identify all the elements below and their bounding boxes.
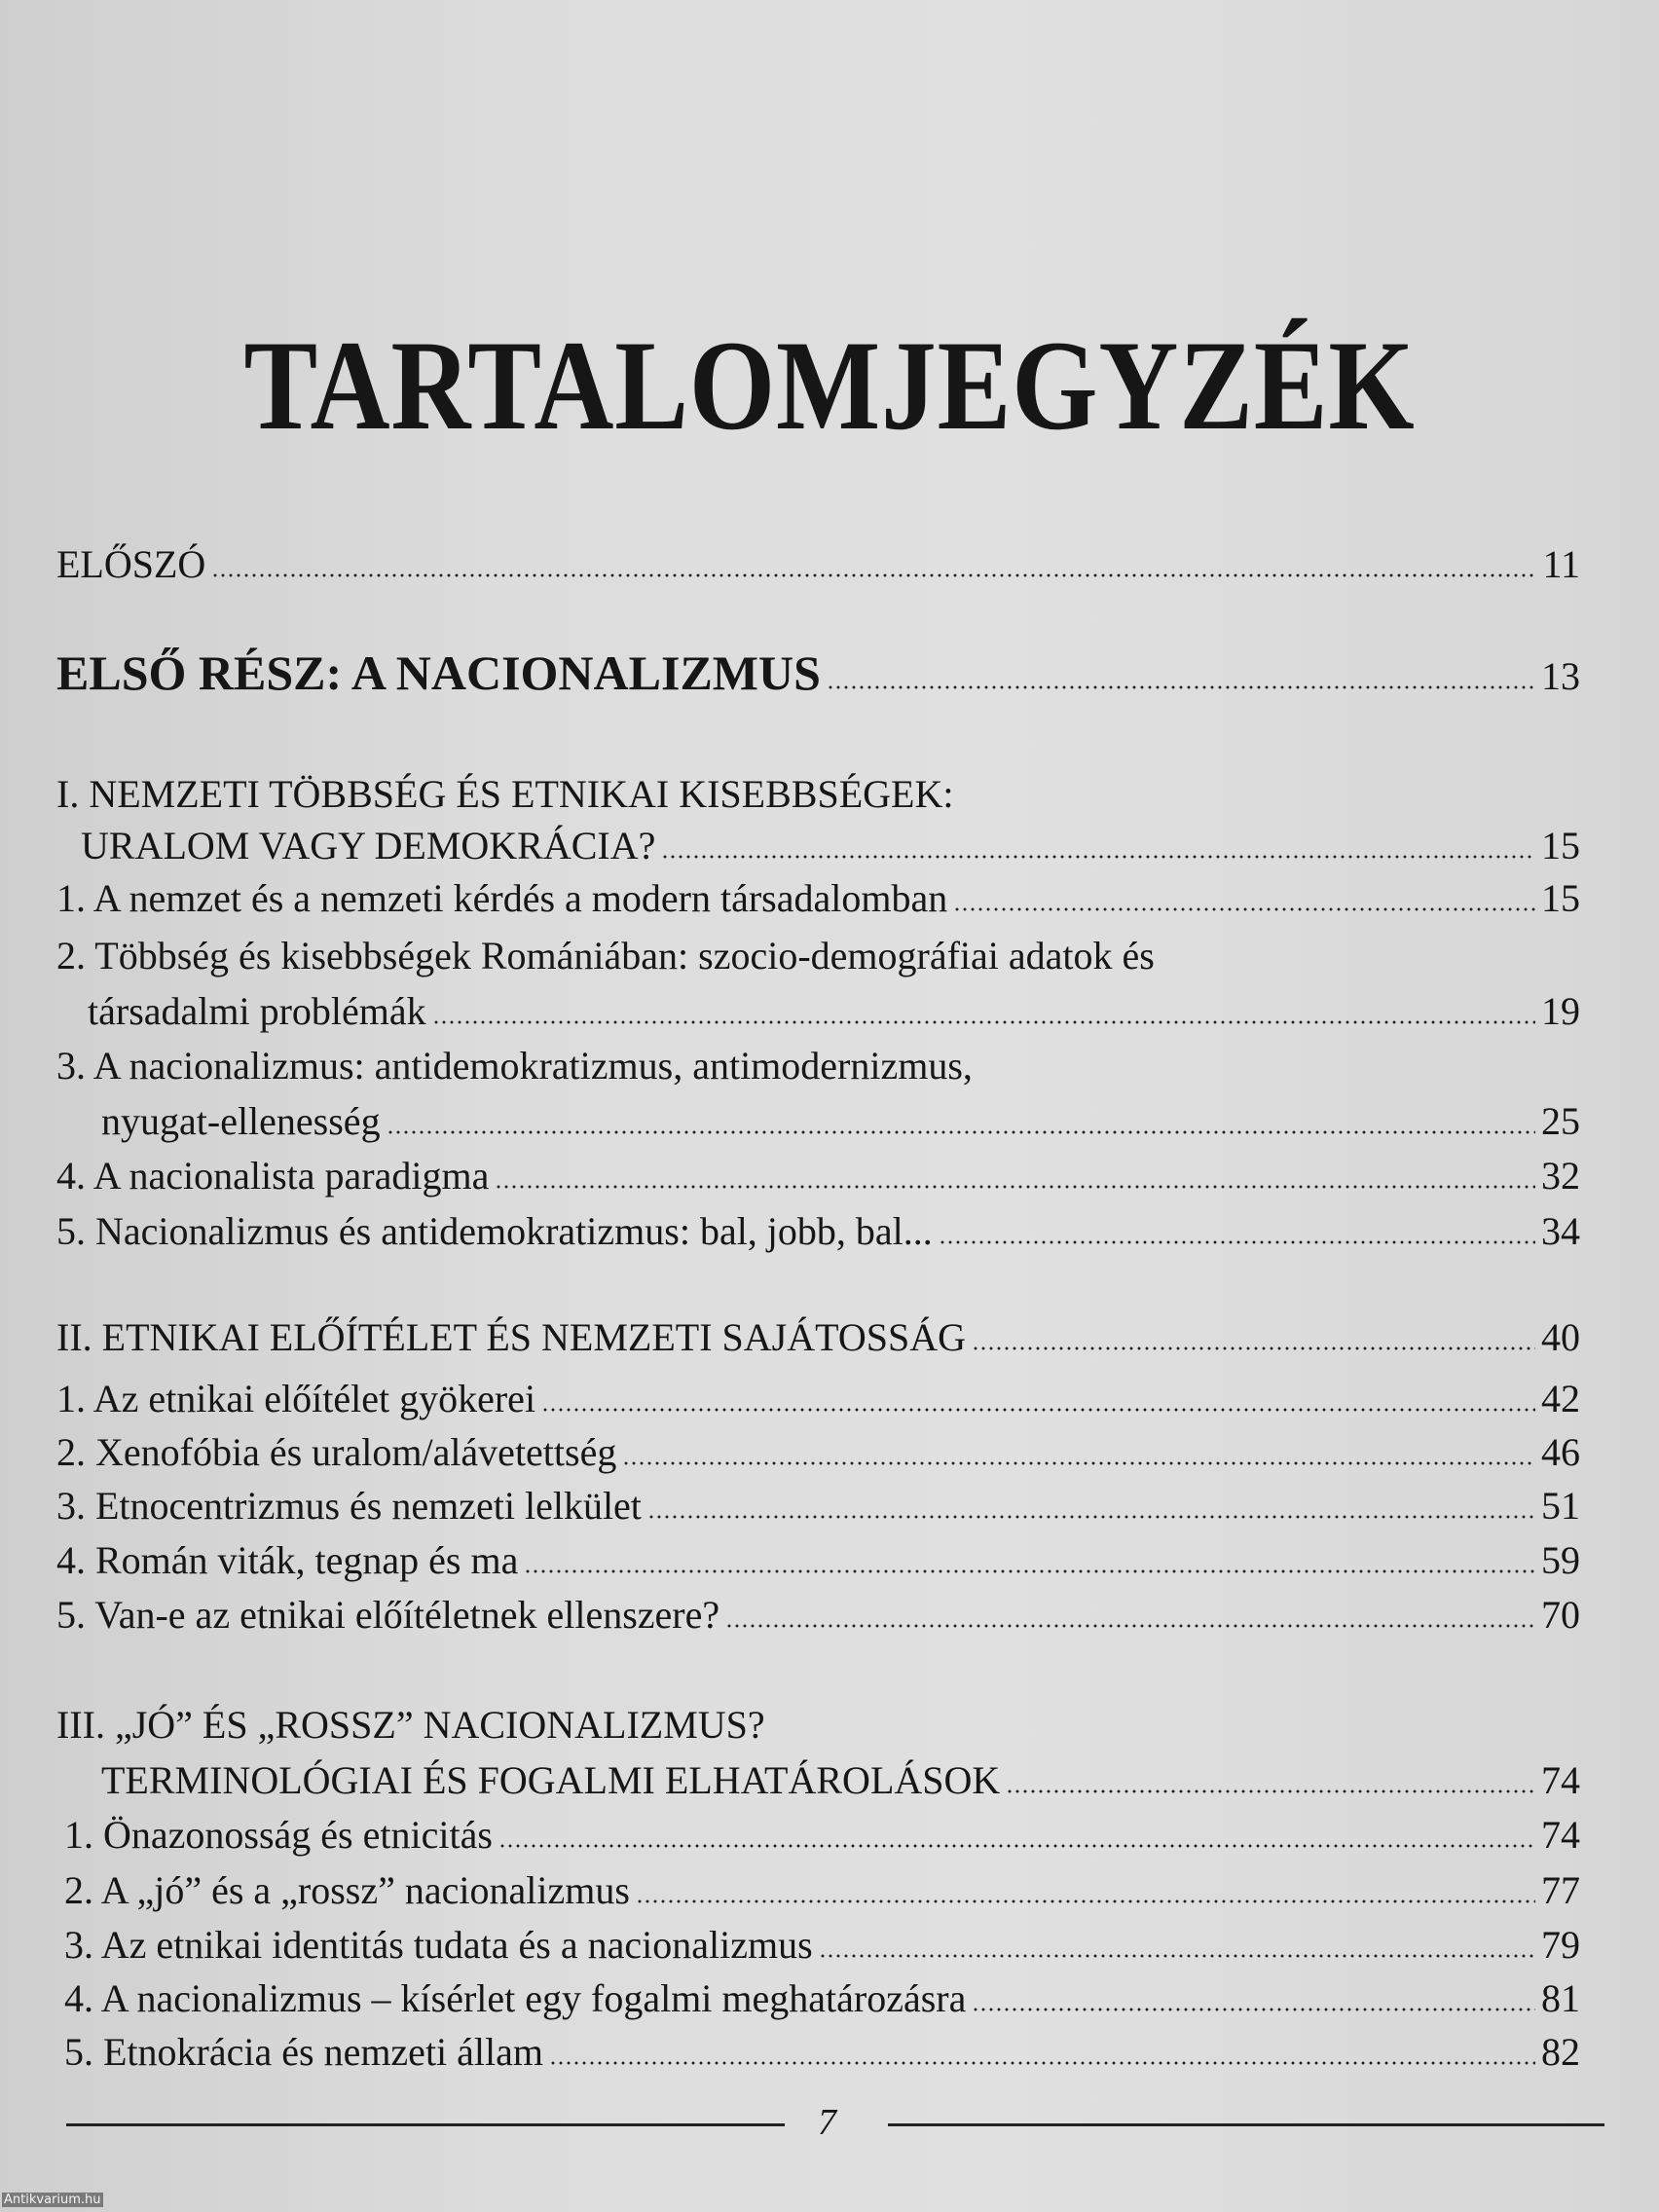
page-title: TARTALOMJEGYZÉK: [243, 313, 1416, 457]
dot-leader: [939, 1240, 1535, 1244]
entry-page: 70: [1541, 1593, 1580, 1637]
entry-page: 42: [1541, 1377, 1580, 1420]
entry-label: TERMINOLÓGIAI ÉS FOGALMI ELHATÁROLÁSOK: [101, 1758, 1001, 1802]
entry-page: 19: [1541, 989, 1580, 1033]
dot-leader: [827, 685, 1535, 689]
entry-page: 15: [1541, 876, 1580, 920]
entry-label: 3. Etnocentrizmus és nemzeti lelkület: [56, 1484, 642, 1528]
entry-page: 77: [1541, 1868, 1580, 1912]
toc-entry-line[interactable]: 2. Többség és kisebbségek Romániában: szocio-demográfiai adatok és: [56, 934, 1155, 977]
entry-page: 74: [1541, 1813, 1580, 1857]
entry-page: 15: [1541, 824, 1580, 867]
entry-page: 13: [1541, 654, 1580, 698]
dot-leader: [549, 2061, 1535, 2065]
toc-entry[interactable]: [64, 1976, 1580, 2020]
dot-leader: [661, 855, 1535, 859]
toc-entry[interactable]: [101, 1099, 1580, 1143]
entry-label: ELSŐ RÉSZ: A NACIONALIZMUS: [56, 645, 821, 700]
entry-page: 46: [1541, 1430, 1580, 1474]
dot-leader: [495, 1185, 1535, 1189]
toc-entry-line[interactable]: 3. A nacionalizmus: antidemokratizmus, antimodernizmus,: [56, 1044, 973, 1088]
toc-entry[interactable]: [64, 1813, 1580, 1857]
dot-leader: [972, 1346, 1535, 1350]
entry-label: II. ETNIKAI ELŐÍTÉLET ÉS NEMZETI SAJÁTOSSÁG: [56, 1315, 966, 1359]
entry-label: 5. Etnokrácia és nemzeti állam: [64, 2030, 544, 2074]
entry-label: 2. A „jó” és a „rossz” nacionalizmus: [64, 1868, 630, 1912]
entry-label: 4. A nacionalizmus – kísérlet egy fogalmi meghatározásra: [64, 1976, 967, 2020]
toc-entry[interactable]: [56, 1484, 1580, 1528]
toc-entry[interactable]: [81, 824, 1580, 867]
toc-entry[interactable]: [64, 2030, 1580, 2074]
entry-page: 11: [1542, 542, 1580, 586]
dot-leader: [432, 1020, 1535, 1024]
entry-label: 4. A nacionalista paradigma: [56, 1154, 490, 1198]
dot-leader: [622, 1461, 1535, 1465]
dot-leader: [972, 2008, 1535, 2011]
dot-leader: [387, 1130, 1535, 1134]
dot-leader: [211, 573, 1536, 577]
dot-leader: [524, 1569, 1535, 1573]
toc-entry[interactable]: [56, 1377, 1580, 1420]
dot-leader: [541, 1408, 1535, 1412]
entry-label: 1. Az etnikai előítélet gyökerei: [56, 1377, 536, 1420]
dot-leader: [636, 1899, 1535, 1903]
toc-entry[interactable]: [88, 989, 1580, 1033]
dot-leader: [819, 1954, 1535, 1958]
entry-page: 40: [1541, 1315, 1580, 1359]
entry-label: ELŐSZÓ: [56, 542, 206, 586]
toc-entry[interactable]: [56, 1593, 1580, 1637]
dot-leader: [498, 1844, 1535, 1848]
entry-label: 5. Nacionalizmus és antidemokratizmus: bal, jobb, bal...: [56, 1209, 933, 1253]
toc-entry[interactable]: [56, 1154, 1580, 1198]
entry-page: 79: [1541, 1923, 1580, 1967]
chapter-heading[interactable]: III. „JÓ” ÉS „ROSSZ” NACIONALIZMUS?: [56, 1703, 765, 1747]
dot-leader: [1006, 1789, 1535, 1793]
dot-leader: [647, 1515, 1535, 1519]
watermark: Antikvarium.hu: [4, 2193, 101, 2207]
entry-page: 59: [1541, 1538, 1580, 1582]
entry-page: 32: [1541, 1154, 1580, 1198]
entry-label: 2. Xenofóbia és uralom/alávetettség: [56, 1430, 617, 1474]
entry-label: 5. Van-e az etnikai előítéletnek ellenszere?: [56, 1593, 720, 1637]
dot-leader: [953, 907, 1535, 911]
entry-page: 81: [1541, 1976, 1580, 2020]
entry-label: 4. Román viták, tegnap és ma: [56, 1538, 519, 1582]
toc-entry[interactable]: [56, 876, 1580, 920]
toc-part-heading[interactable]: [56, 645, 1580, 700]
footer-rule-left: [66, 2123, 785, 2126]
entry-page: 74: [1541, 1758, 1580, 1802]
page-number: 7: [818, 2102, 836, 2143]
toc-entry[interactable]: [101, 1758, 1580, 1802]
entry-label: nyugat-ellenesség: [101, 1099, 381, 1143]
entry-label: 3. Az etnikai identitás tudata és a nacionalizmus: [64, 1923, 813, 1967]
toc-entry[interactable]: [56, 1538, 1580, 1582]
chapter-heading[interactable]: I. NEMZETI TÖBBSÉG ÉS ETNIKAI KISEBBSÉGEK:: [56, 772, 954, 816]
entry-label: társadalmi problémák: [88, 989, 426, 1033]
entry-page: 34: [1541, 1209, 1580, 1253]
footer-rule-right: [888, 2123, 1604, 2126]
toc-entry[interactable]: [64, 1923, 1580, 1967]
toc-entry[interactable]: [64, 1868, 1580, 1912]
chapter-heading[interactable]: [56, 1315, 1580, 1359]
entry-label: 1. Önazonosság és etnicitás: [64, 1813, 493, 1857]
entry-label: 1. A nemzet és a nemzeti kérdés a modern társadalomban: [56, 876, 948, 920]
dot-leader: [725, 1624, 1535, 1628]
entry-page: 51: [1541, 1484, 1580, 1528]
entry-label: URALOM VAGY DEMOKRÁCIA?: [81, 824, 656, 867]
toc-entry[interactable]: [56, 542, 1580, 586]
entry-page: 25: [1541, 1099, 1580, 1143]
toc-entry[interactable]: [56, 1209, 1580, 1253]
entry-page: 82: [1541, 2030, 1580, 2074]
toc-entry[interactable]: [56, 1430, 1580, 1474]
